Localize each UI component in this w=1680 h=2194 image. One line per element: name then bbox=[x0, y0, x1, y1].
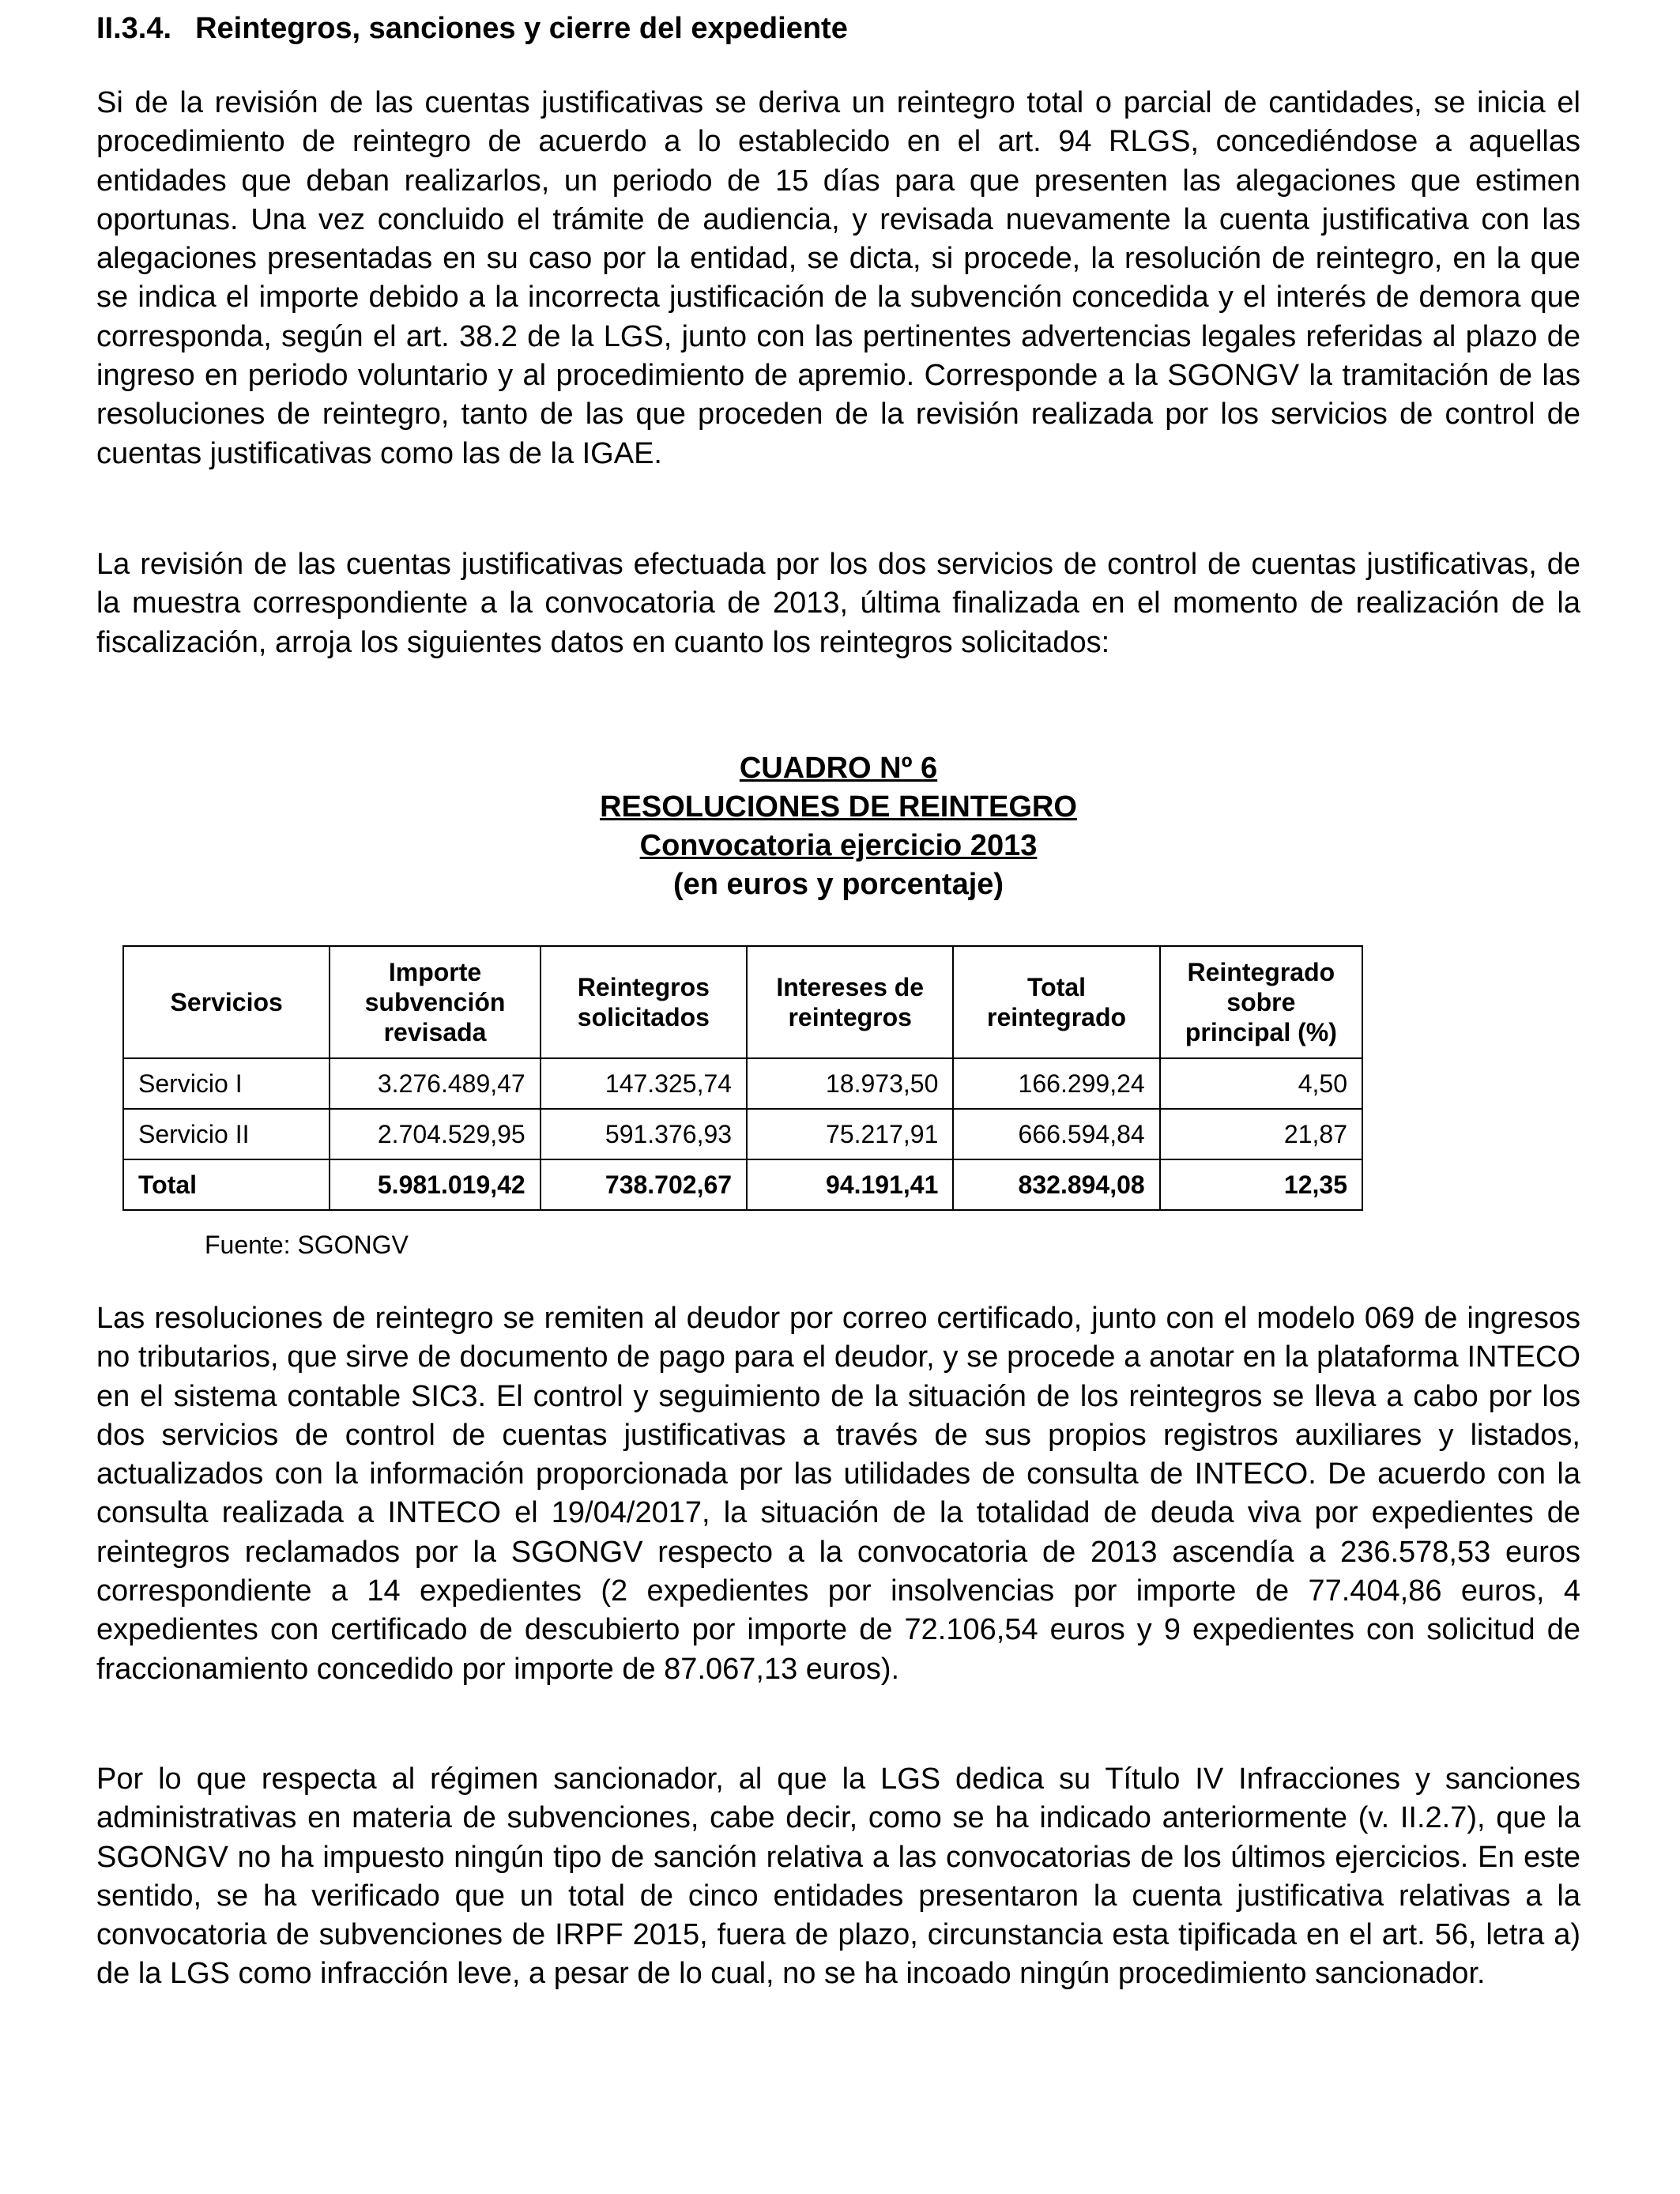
cell-total: 832.894,08 bbox=[953, 1159, 1159, 1210]
cell-reintegros: 738.702,67 bbox=[541, 1159, 747, 1210]
cell-reintegros: 591.376,93 bbox=[541, 1109, 747, 1159]
cell-importe: 2.704.529,95 bbox=[330, 1109, 540, 1159]
section-number: II.3.4. bbox=[96, 12, 172, 45]
table-row bbox=[123, 1058, 1362, 1109]
paragraph-resolutions-followup: Las resoluciones de reintegro se remiten al deudor por correo certificado, junto con el modelo 069 de ingresos no tributarios, que sirve de documento de pago para el deudor, y se procede a anotar en la plataforma INTECO en el sistema contable SIC3. El control y seguimiento de la situación de los reintegros se lleva a cabo por los dos servicios de control de cuentas justificativas a través de sus propios registros auxiliares y listados, actualizados con la información proporcionada por las utilidades de consulta de INTECO. De acuerdo con la consulta realizada a INTECO el 19/04/2017, la situación de la totalidad de deuda viva por expedientes de reintegros reclamados por la SGONGV respecto a la convocatoria de 2013 ascendía a 236.578,53 euros correspondiente a 14 expedientes (2 expedientes por insolvencias por importe de 77.404,86 euros, 4 expedientes con certificado de descubierto por importe de 72.106,54 euros y 9 expedientes con solicitud de fraccionamiento concedido por importe de 87.067,13 euros). bbox=[96, 1302, 1580, 1686]
table-source: Fuente: SGONGV bbox=[205, 1231, 409, 1259]
section-title: Reintegros, sanciones y cierre del expediente bbox=[195, 12, 848, 45]
paragraph-revision-summary: La revisión de las cuentas justificativas efectuada por los dos servicios de control de cuentas justificativas, de la muestra correspondiente a la convocatoria de 2013, última finalizada en el momento de realización de la fiscalización, arroja los siguientes datos en cuanto los reintegros solicitados: bbox=[96, 548, 1580, 659]
header-porcentaje: Reintegrado sobre principal (%) bbox=[1160, 946, 1362, 1058]
header-importe: Importe subvención revisada bbox=[330, 946, 540, 1058]
cell-importe: 3.276.489,47 bbox=[330, 1058, 540, 1109]
header-reintegros: Reintegros solicitados bbox=[541, 946, 747, 1058]
header-servicios: Servicios bbox=[123, 946, 330, 1058]
cell-intereses: 18.973,50 bbox=[747, 1058, 953, 1109]
cell-porcentaje: 21,87 bbox=[1160, 1109, 1362, 1159]
cell-porcentaje: 12,35 bbox=[1160, 1159, 1362, 1210]
cell-servicio: Servicio I bbox=[123, 1058, 330, 1109]
header-total: Total reintegrado bbox=[953, 946, 1159, 1058]
header-intereses: Intereses de reintegros bbox=[747, 946, 953, 1058]
table-caption-units: (en euros y porcentaje) bbox=[672, 868, 1004, 901]
cell-total: 166.299,24 bbox=[953, 1058, 1159, 1109]
cell-porcentaje: 4,50 bbox=[1160, 1058, 1362, 1109]
table-caption-subtitle: Convocatoria ejercicio 2013 bbox=[639, 829, 1038, 862]
cell-reintegros: 147.325,74 bbox=[541, 1058, 747, 1109]
cell-servicio: Total bbox=[123, 1159, 330, 1210]
table-caption-title: RESOLUCIONES DE REINTEGRO bbox=[600, 790, 1077, 824]
cell-total: 666.594,84 bbox=[953, 1109, 1159, 1159]
paragraph-sanctions: Por lo que respecta al régimen sancionador, al que la LGS dedica su Título IV Infracciones y sanciones administrativas en materia de subvenciones, cabe decir, como se ha indicado anteriormente (v. II.2.7), que la SGONGV no ha impuesto ningún tipo de sanción relativa a las convocatorias de los últimos ejercicios. En este sentido, se ha verificado que un total de cinco entidades presentaron la cuenta justificativa relativas a la convocatoria de subvenciones de IRPF 2015, fuera de plazo, circunstancia esta tipificada en el art. 56, letra a) de la LGS como infracción leve, a pesar de lo cual, no se ha incoado ningún procedimiento sancionador. bbox=[96, 1762, 1580, 1991]
reintegro-table bbox=[122, 945, 1363, 1211]
table-total-row bbox=[123, 1159, 1362, 1210]
table-caption-number: CUADRO Nº 6 bbox=[739, 752, 938, 785]
table-header-row bbox=[123, 946, 1362, 1058]
cell-intereses: 75.217,91 bbox=[747, 1109, 953, 1159]
cell-intereses: 94.191,41 bbox=[747, 1159, 953, 1210]
table-caption bbox=[96, 749, 1580, 904]
cell-importe: 5.981.019,42 bbox=[330, 1159, 540, 1210]
table-row bbox=[123, 1109, 1362, 1159]
paragraph-reintegro-procedure: Si de la revisión de las cuentas justificativas se deriva un reintegro total o parcial de cantidades, se inicia el procedimiento de reintegro de acuerdo a lo establecido en el art. 94 RLGS, concediéndose a aquellas entidades que deban realizarlos, un periodo de 15 días para que presenten las alegaciones que estimen oportunas. Una vez concluido el trámite de audiencia, y revisada nuevamente la cuenta justificativa con las alegaciones presentadas en su caso por la entidad, se dicta, si procede, la resolución de reintegro, en la que se indica el importe debido a la incorrecta justificación de la subvención concedida y el interés de demora que corresponda, según el art. 38.2 de la LGS, junto con las pertinentes advertencias legales referidas al plazo de ingreso en periodo voluntario y al procedimiento de apremio. Corresponde a la SGONGV la tramitación de las resoluciones de reintegro, tanto de las que proceden de la revisión realizada por los servicios de control de cuentas justificativas como las de la IGAE. bbox=[96, 86, 1580, 470]
cell-servicio: Servicio II bbox=[123, 1109, 330, 1159]
section-heading bbox=[96, 11, 848, 46]
